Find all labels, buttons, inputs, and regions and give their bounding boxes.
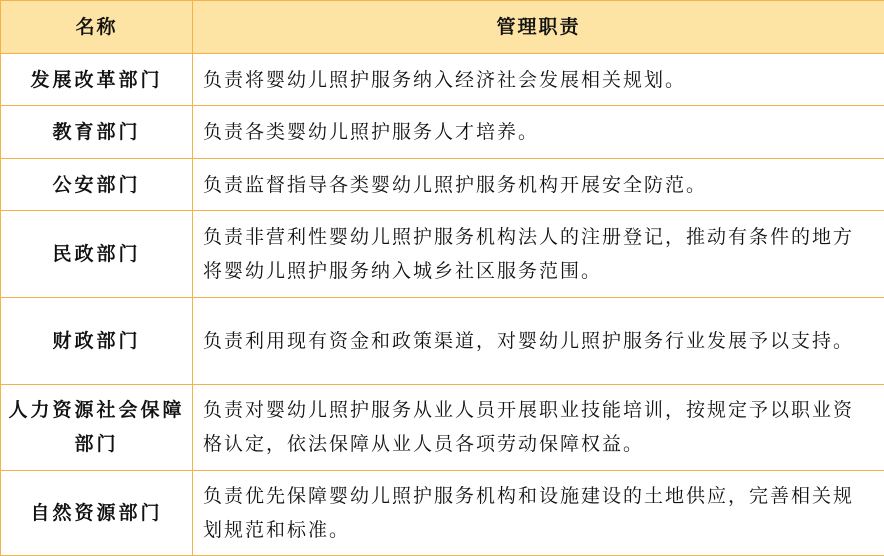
table-row [1, 297, 884, 384]
department-name: 教育部门 [1, 106, 193, 158]
header-duty: 管理职责 [193, 1, 884, 54]
table-header-row [1, 1, 884, 54]
department-duty: 负责监督指导各类婴幼儿照护服务机构开展安全防范。 [193, 158, 884, 210]
department-name: 公安部门 [1, 158, 193, 210]
table-row [1, 54, 884, 106]
department-name: 财政部门 [1, 297, 193, 384]
department-name: 人力资源社会保障部门 [1, 384, 193, 471]
department-duty: 负责非营利性婴幼儿照护服务机构法人的注册登记，推动有条件的地方将婴幼儿照护服务纳入城乡社区服务范围。 [193, 211, 884, 298]
table-row [1, 384, 884, 471]
department-duty: 负责将婴幼儿照护服务纳入经济社会发展相关规划。 [193, 54, 884, 106]
department-duty: 负责对婴幼儿照护服务从业人员开展职业技能培训，按规定予以职业资格认定，依法保障从业人员各项劳动保障权益。 [193, 384, 884, 471]
table-row [1, 211, 884, 298]
department-duty: 负责各类婴幼儿照护服务人才培养。 [193, 106, 884, 158]
table-row [1, 158, 884, 210]
department-name: 民政部门 [1, 211, 193, 298]
department-duty: 负责优先保障婴幼儿照护服务机构和设施建设的土地供应，完善相关规划规范和标准。 [193, 471, 884, 556]
department-duty: 负责利用现有资金和政策渠道，对婴幼儿照护服务行业发展予以支持。 [193, 297, 884, 384]
department-name: 发展改革部门 [1, 54, 193, 106]
department-name: 自然资源部门 [1, 471, 193, 556]
table-row [1, 106, 884, 158]
header-name: 名称 [1, 1, 193, 54]
table-row [1, 471, 884, 556]
